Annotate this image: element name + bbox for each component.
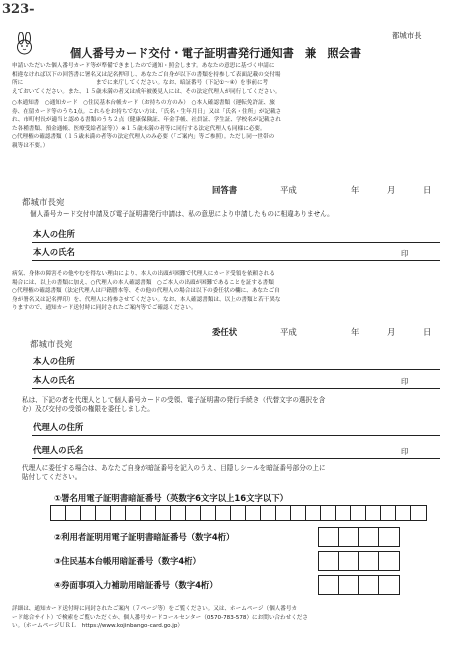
answer-heading: 回答書 xyxy=(212,185,238,195)
checklist-line: 券、在留カード等のうち1点。これらをお持ちでない方は、「氏名・生年月日」又は「氏名・住所」が記載さ xyxy=(12,108,282,115)
proxy-note xyxy=(12,270,442,313)
agent-name-label: 代理人の氏名 xyxy=(33,445,84,455)
agent-name-field[interactable] xyxy=(32,458,440,459)
page-title: 個人番号カード交付・電子証明書発行通知書 兼 照会書 xyxy=(70,47,361,60)
answer-name-label: 本人の氏名 xyxy=(33,247,75,257)
pin-2-digit-box[interactable] xyxy=(379,528,399,546)
proxy-note-line: 場合には、以上の書類に加え、○代理人の本人確認書類 ○ご本人の出頭が困難であることを証する書類 xyxy=(12,279,274,286)
pin-1-digit-box[interactable] xyxy=(381,506,396,520)
pin-3-digit-box[interactable] xyxy=(319,552,339,570)
mandate-day-label: 日 xyxy=(423,327,432,337)
pin-4-label: ④券面事項入力補助用暗証番号（数字4桁） xyxy=(54,580,218,590)
checklist-line: た各種書類、預金通帳、医療受給者証等））※１５歳未満の者等に同行する法定代理人も同様に必要。 xyxy=(12,125,266,132)
pin-1-digit-box[interactable] xyxy=(396,506,411,520)
answer-day-label: 日 xyxy=(423,185,432,195)
footer-note xyxy=(12,605,444,631)
rabbit-mascot-icon xyxy=(12,32,38,56)
answer-name-field[interactable] xyxy=(32,260,440,261)
pin-2-digit-box[interactable] xyxy=(339,528,359,546)
pin-1-digit-box[interactable] xyxy=(366,506,381,520)
pin-1-digit-box[interactable] xyxy=(186,506,201,520)
proxy-note-line: りますので、通知カード送付時に同封されたご案内等でご確認ください。 xyxy=(12,305,197,312)
pin-1-digit-box[interactable] xyxy=(141,506,156,520)
intro-line: 申請いただいた個人番号カード等が準備できましたので通知・照会します。あなたの意思に基づく申請に xyxy=(12,63,275,69)
mandate-era: 平成 xyxy=(280,327,297,337)
checklist-line: ○本通知書 ○通知カード ○住民基本台帳カード（お持ちの方のみ） ○本人確認書類（運転免許証、旅 xyxy=(12,100,275,106)
answer-address-label: 本人の住所 xyxy=(33,229,75,239)
answer-month-label: 月 xyxy=(387,185,396,195)
intro-line: えておいてください。また、１５歳未満の者又は成年被後見人には、その法定代理人が同行してください。 xyxy=(12,88,281,95)
checklist-line: ○代理権の確認書類（１５歳未満の者等の法定代理人のみ必要（「ご案内」等ご参照）。ただし同一世帯の xyxy=(12,134,275,141)
agent-address-label: 代理人の住所 xyxy=(33,422,84,432)
answer-address-field[interactable] xyxy=(32,242,440,243)
pin-1-digit-box[interactable] xyxy=(81,506,96,520)
document-number: 323- xyxy=(2,2,35,17)
pin-3-digit-box[interactable] xyxy=(359,552,379,570)
pin-1-digit-box[interactable] xyxy=(291,506,306,520)
answer-era: 平成 xyxy=(280,185,297,195)
pin-1-digit-box[interactable] xyxy=(276,506,291,520)
mandate-name-field[interactable] xyxy=(32,388,440,389)
pin-1-digit-box[interactable] xyxy=(201,506,216,520)
mandate-address-field[interactable] xyxy=(32,369,440,370)
footer-line: い。（ホームページＵＲＬ https://www.kojinbango-card.go.jp） xyxy=(12,623,183,630)
mandate-heading: 委任状 xyxy=(212,327,238,337)
pin-1-digit-box[interactable] xyxy=(96,506,111,520)
pin-1-digit-box[interactable] xyxy=(306,506,321,520)
mandate-seal-mark: 印 xyxy=(401,377,409,386)
footer-line: 詳細は、通知カード送付時に同封されたご案内（７ページ等）をご覧ください。又は、ホームページ（個人番号カ xyxy=(12,606,298,612)
answer-addressee: 都城市長宛 xyxy=(22,198,65,208)
pin-1-boxes[interactable] xyxy=(50,505,427,521)
pin-4-digit-box[interactable] xyxy=(319,576,339,594)
pin-4-digit-box[interactable] xyxy=(339,576,359,594)
pin-2-digit-box[interactable] xyxy=(359,528,379,546)
proxy-note-line: ○代理権の確認書類（法定代理人は戸籍謄本等、その他の代理人の場合は以下の委任状の欄に、あなたご自 xyxy=(12,288,280,295)
answer-statement: 個人番号カード交付申請及び電子証明書発行申請は、私の意思により申請したものに相違ありません。 xyxy=(30,210,334,218)
pin-note xyxy=(22,464,447,482)
pin-1-digit-box[interactable] xyxy=(336,506,351,520)
pin-3-label: ③住民基本台帳用暗証番号（数字4桁） xyxy=(54,556,201,566)
pin-2-boxes[interactable] xyxy=(318,527,400,547)
pin-1-digit-box[interactable] xyxy=(321,506,336,520)
pin-2-digit-box[interactable] xyxy=(319,528,339,546)
mandate-address-label: 本人の住所 xyxy=(33,356,75,366)
pin-1-digit-box[interactable] xyxy=(246,506,261,520)
pin-1-digit-box[interactable] xyxy=(351,506,366,520)
pin-note-line: 代理人に委任する場合は、あなたご自身が暗証番号を記入のうえ、目隠しシールを暗証番号部分の上に xyxy=(22,464,326,472)
checklist-line: 親等は不要。） xyxy=(12,142,49,149)
agent-address-field[interactable] xyxy=(32,435,440,436)
mandate-year-label: 年 xyxy=(351,327,360,337)
mandate-name-label: 本人の氏名 xyxy=(33,375,75,385)
pin-1-digit-box[interactable] xyxy=(111,506,126,520)
pin-4-digit-box[interactable] xyxy=(359,576,379,594)
footer-line: ード総合サイト）で検索をご覧いただくか、個人番号カードコールセンター（0570-783-578）にお問い合わせくださ xyxy=(12,614,308,621)
pin-4-boxes[interactable] xyxy=(318,575,400,595)
pin-3-digit-box[interactable] xyxy=(379,552,399,570)
pin-1-digit-box[interactable] xyxy=(261,506,276,520)
answer-seal-mark: 印 xyxy=(401,249,409,258)
pin-1-digit-box[interactable] xyxy=(231,506,246,520)
mandate-month-label: 月 xyxy=(387,327,396,337)
mandate-statement-line: む）及び交付の受領の権限を委任しました。 xyxy=(22,405,154,413)
pin-3-boxes[interactable] xyxy=(318,551,400,571)
required-documents-list xyxy=(12,99,442,151)
answer-year-label: 年 xyxy=(351,185,360,195)
pin-1-digit-box[interactable] xyxy=(126,506,141,520)
pin-3-digit-box[interactable] xyxy=(339,552,359,570)
pin-1-digit-box[interactable] xyxy=(216,506,231,520)
pin-2-label: ②利用者証明用電子証明書暗証番号（数字4桁） xyxy=(54,532,235,542)
pin-1-digit-box[interactable] xyxy=(66,506,81,520)
pin-1-digit-box[interactable] xyxy=(171,506,186,520)
pin-1-digit-box[interactable] xyxy=(156,506,171,520)
intro-line: 相違なければ以下の回答書に署名又は記名押印し、あなたご自身が以下の書類を持参して表面記載の交付場 xyxy=(12,71,281,78)
pin-1-label: ①署名用電子証明書暗証番号（英数字6文字以上16文字以下） xyxy=(54,493,288,503)
proxy-note-line: 病気、身体の障害その他やむを得ない理由により、本人の出頭が困難で代理人にカード受領を依頼される xyxy=(12,271,275,277)
pin-4-digit-box[interactable] xyxy=(379,576,399,594)
agent-seal-mark: 印 xyxy=(401,447,409,456)
intro-line: 所に までに来庁してください。なお、暗証番号（下記①〜④）を事前に考 xyxy=(12,80,269,87)
proxy-note-line: 身が署名又は記名押印）を、代理人に持参させてください。なお、本人確認書類は、以上の書類と若干異な xyxy=(12,296,281,303)
city-name-header: 都城市長 xyxy=(392,31,422,40)
mandate-statement-line: 私は、下記の者を代理人として個人番号カードの受領、電子証明書の発行手続き（代替文字の選択を含 xyxy=(22,396,326,404)
intro-text xyxy=(12,62,442,96)
pin-1-digit-box[interactable] xyxy=(51,506,66,520)
mandate-addressee: 都城市長宛 xyxy=(30,340,73,350)
pin-note-line: 貼付してください。 xyxy=(22,473,82,481)
checklist-line: れ、市町村長が適当と認める書類のうち２点（健康保険証、年金手帳、社員証、学生証、学校名が記載され xyxy=(12,117,281,124)
pin-1-digit-box[interactable] xyxy=(411,506,426,520)
mandate-statement xyxy=(22,396,447,414)
